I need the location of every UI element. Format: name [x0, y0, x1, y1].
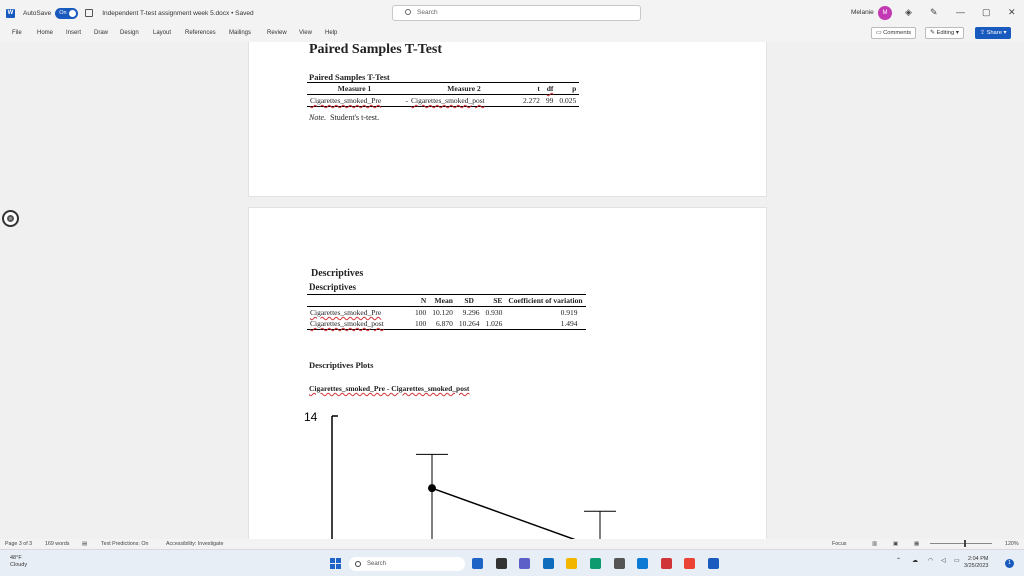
tab-layout[interactable]: Layout: [153, 30, 172, 36]
y-tick-label: 14: [304, 410, 318, 424]
descriptives-table-caption: Descriptives: [309, 282, 356, 292]
speaker-icon[interactable]: ◁: [941, 558, 946, 564]
zoom-level[interactable]: 120%: [1005, 541, 1019, 547]
tab-help[interactable]: Help: [325, 30, 338, 36]
proofing-icon[interactable]: ▤: [82, 541, 88, 547]
weather-widget[interactable]: [10, 555, 27, 569]
cell-name: Cigarettes_smoked_post: [310, 319, 384, 328]
notification-badge[interactable]: 1: [1005, 559, 1014, 568]
avatar[interactable]: M: [878, 6, 892, 20]
col-se: SE: [493, 296, 503, 305]
mcafee-icon[interactable]: [661, 558, 672, 569]
page-2[interactable]: [248, 207, 767, 539]
dell-icon[interactable]: [614, 558, 625, 569]
search-input[interactable]: [392, 5, 641, 21]
widgets-icon[interactable]: [472, 558, 483, 569]
file-explorer-icon[interactable]: [496, 558, 507, 569]
cell-n: 100: [415, 308, 427, 317]
diamond-icon[interactable]: ◈: [905, 7, 912, 17]
outlook-icon[interactable]: [543, 558, 554, 569]
col-measure2: Measure 2: [447, 84, 481, 93]
word-count[interactable]: 169 words: [45, 541, 70, 547]
clock-time: 2:04 PM: [967, 556, 989, 562]
taskbar: [0, 549, 1024, 576]
table-row: [307, 318, 586, 330]
cell-mean: 10.120: [432, 308, 453, 317]
edge-icon[interactable]: [590, 558, 601, 569]
cell-cv: 0.919: [560, 308, 578, 317]
search-icon: [405, 9, 411, 15]
ribbon-tabs: [0, 26, 1024, 42]
read-mode-icon[interactable]: ▥: [872, 541, 878, 547]
status-bar: [0, 539, 1024, 549]
cell-se: 0.930: [485, 308, 503, 317]
col-measure1: Measure 1: [337, 84, 372, 93]
cell-measure2: Cigarettes_smoked_post: [411, 96, 485, 105]
tab-design[interactable]: Design: [120, 30, 139, 36]
cell-n: 100: [415, 319, 427, 328]
zoom-slider[interactable]: [930, 543, 992, 544]
chevron-up-icon[interactable]: ⌃: [896, 558, 902, 564]
page-1[interactable]: [248, 42, 767, 197]
note-text: Student's t-test.: [330, 113, 380, 122]
table-row: [307, 95, 579, 107]
share-button[interactable]: ⇪ Share ▾: [975, 27, 1011, 39]
cell-se: 1.026: [485, 319, 503, 328]
tab-references[interactable]: References: [185, 30, 216, 36]
autosave-label: AutoSave: [23, 9, 52, 17]
cell-cv: 1.494: [560, 319, 578, 328]
tab-review[interactable]: Review: [267, 30, 287, 36]
clock-date: 3/25/2023: [964, 563, 989, 569]
cell-t: 2.272: [523, 96, 540, 105]
word-logo-icon: W: [7, 9, 14, 16]
cell-sd: 9.296: [462, 308, 480, 317]
start-button[interactable]: [330, 558, 341, 569]
document-title[interactable]: Independent T-test assignment week 5.docx • Saved: [102, 9, 254, 17]
series-line: [432, 488, 600, 539]
col-df: df: [546, 84, 554, 93]
tab-draw[interactable]: Draw: [94, 30, 109, 36]
plot-title: Cigarettes_smoked_Pre - Cigarettes_smoked_post: [309, 384, 470, 393]
table-row: [307, 307, 586, 319]
editing-button[interactable]: ✎ Editing ▾: [925, 27, 964, 39]
autosave-toggle[interactable]: [55, 8, 78, 19]
minimize-button[interactable]: —: [956, 7, 965, 17]
tab-home[interactable]: Home: [37, 30, 54, 36]
folder-icon[interactable]: [566, 558, 577, 569]
comments-button[interactable]: ▭ Comments: [871, 27, 916, 39]
cell-df: 99: [545, 96, 554, 105]
wifi-icon[interactable]: ◠: [928, 558, 934, 564]
tab-file[interactable]: File: [12, 30, 22, 36]
pen-icon[interactable]: ✎: [930, 7, 938, 17]
col-p: p: [572, 84, 577, 93]
paired-ttest-table-caption: Paired Samples T-Test: [309, 72, 390, 82]
editing-label: Editing: [936, 30, 955, 36]
col-cv: Coefficient of variation: [508, 296, 583, 305]
store-icon[interactable]: [637, 558, 648, 569]
clock[interactable]: [964, 556, 988, 570]
col-n: N: [420, 296, 427, 305]
word-icon[interactable]: [708, 558, 719, 569]
descriptives-heading: Descriptives: [311, 268, 364, 279]
paired-ttest-table: [307, 82, 579, 107]
share-label: Share: [986, 30, 1002, 36]
descriptives-plot: [304, 403, 634, 539]
teams-icon[interactable]: [519, 558, 530, 569]
focus-button[interactable]: Focus: [832, 541, 847, 547]
col-mean: Mean: [434, 296, 453, 305]
col-variable: [307, 295, 412, 307]
col-t: t: [537, 84, 540, 93]
battery-icon[interactable]: ▭: [954, 558, 960, 564]
search-icon: [355, 561, 361, 567]
tab-view[interactable]: View: [299, 30, 312, 36]
toggle-knob: [69, 10, 76, 17]
web-layout-icon[interactable]: ▦: [914, 541, 920, 547]
table-note: [309, 113, 379, 122]
tab-mailings[interactable]: Mailings: [229, 30, 252, 36]
side-marker-label: 6: [7, 215, 14, 222]
taskbar-search-label: Search: [367, 561, 387, 567]
plots-heading: Descriptives Plots: [309, 360, 374, 370]
save-icon[interactable]: [85, 9, 93, 17]
cell-p: 0.025: [559, 96, 577, 105]
note-label: Note.: [309, 113, 327, 122]
comments-label: Comments: [883, 30, 912, 36]
weather-condition: Cloudy: [10, 562, 28, 568]
text-predictions[interactable]: Text Predictions: On: [101, 541, 149, 547]
autosave-state: On: [59, 9, 67, 16]
col-sd: SD: [464, 296, 474, 305]
chrome-icon[interactable]: [684, 558, 695, 569]
user-name[interactable]: Melanie: [851, 9, 874, 16]
cell-measure1: Cigarettes_smoked_Pre: [310, 96, 382, 105]
zoom-slider-thumb[interactable]: [964, 540, 966, 547]
tab-insert[interactable]: Insert: [66, 30, 82, 36]
side-marker[interactable]: [2, 210, 19, 227]
cell-name: Cigarettes_smoked_Pre: [310, 308, 382, 317]
accessibility-status[interactable]: Accessibility: Investigate: [166, 541, 224, 547]
cell-mean: 6.870: [436, 319, 453, 328]
cell-sep: -: [405, 96, 408, 105]
onedrive-icon[interactable]: ☁: [912, 558, 918, 564]
print-layout-icon[interactable]: ▣: [893, 541, 899, 547]
descriptives-table: [307, 294, 586, 330]
maximize-button[interactable]: ▢: [982, 7, 991, 17]
page-count[interactable]: Page 3 of 3: [5, 541, 33, 547]
document-canvas[interactable]: [0, 42, 1024, 539]
close-button[interactable]: ✕: [1008, 7, 1016, 17]
data-point: [428, 484, 436, 492]
weather-temp: 48°F: [10, 555, 22, 561]
taskbar-search[interactable]: [349, 557, 465, 571]
cell-sd: 10.264: [458, 319, 480, 328]
paired-ttest-heading: Paired Samples T-Test: [309, 42, 443, 57]
search-placeholder: Search: [417, 9, 438, 16]
